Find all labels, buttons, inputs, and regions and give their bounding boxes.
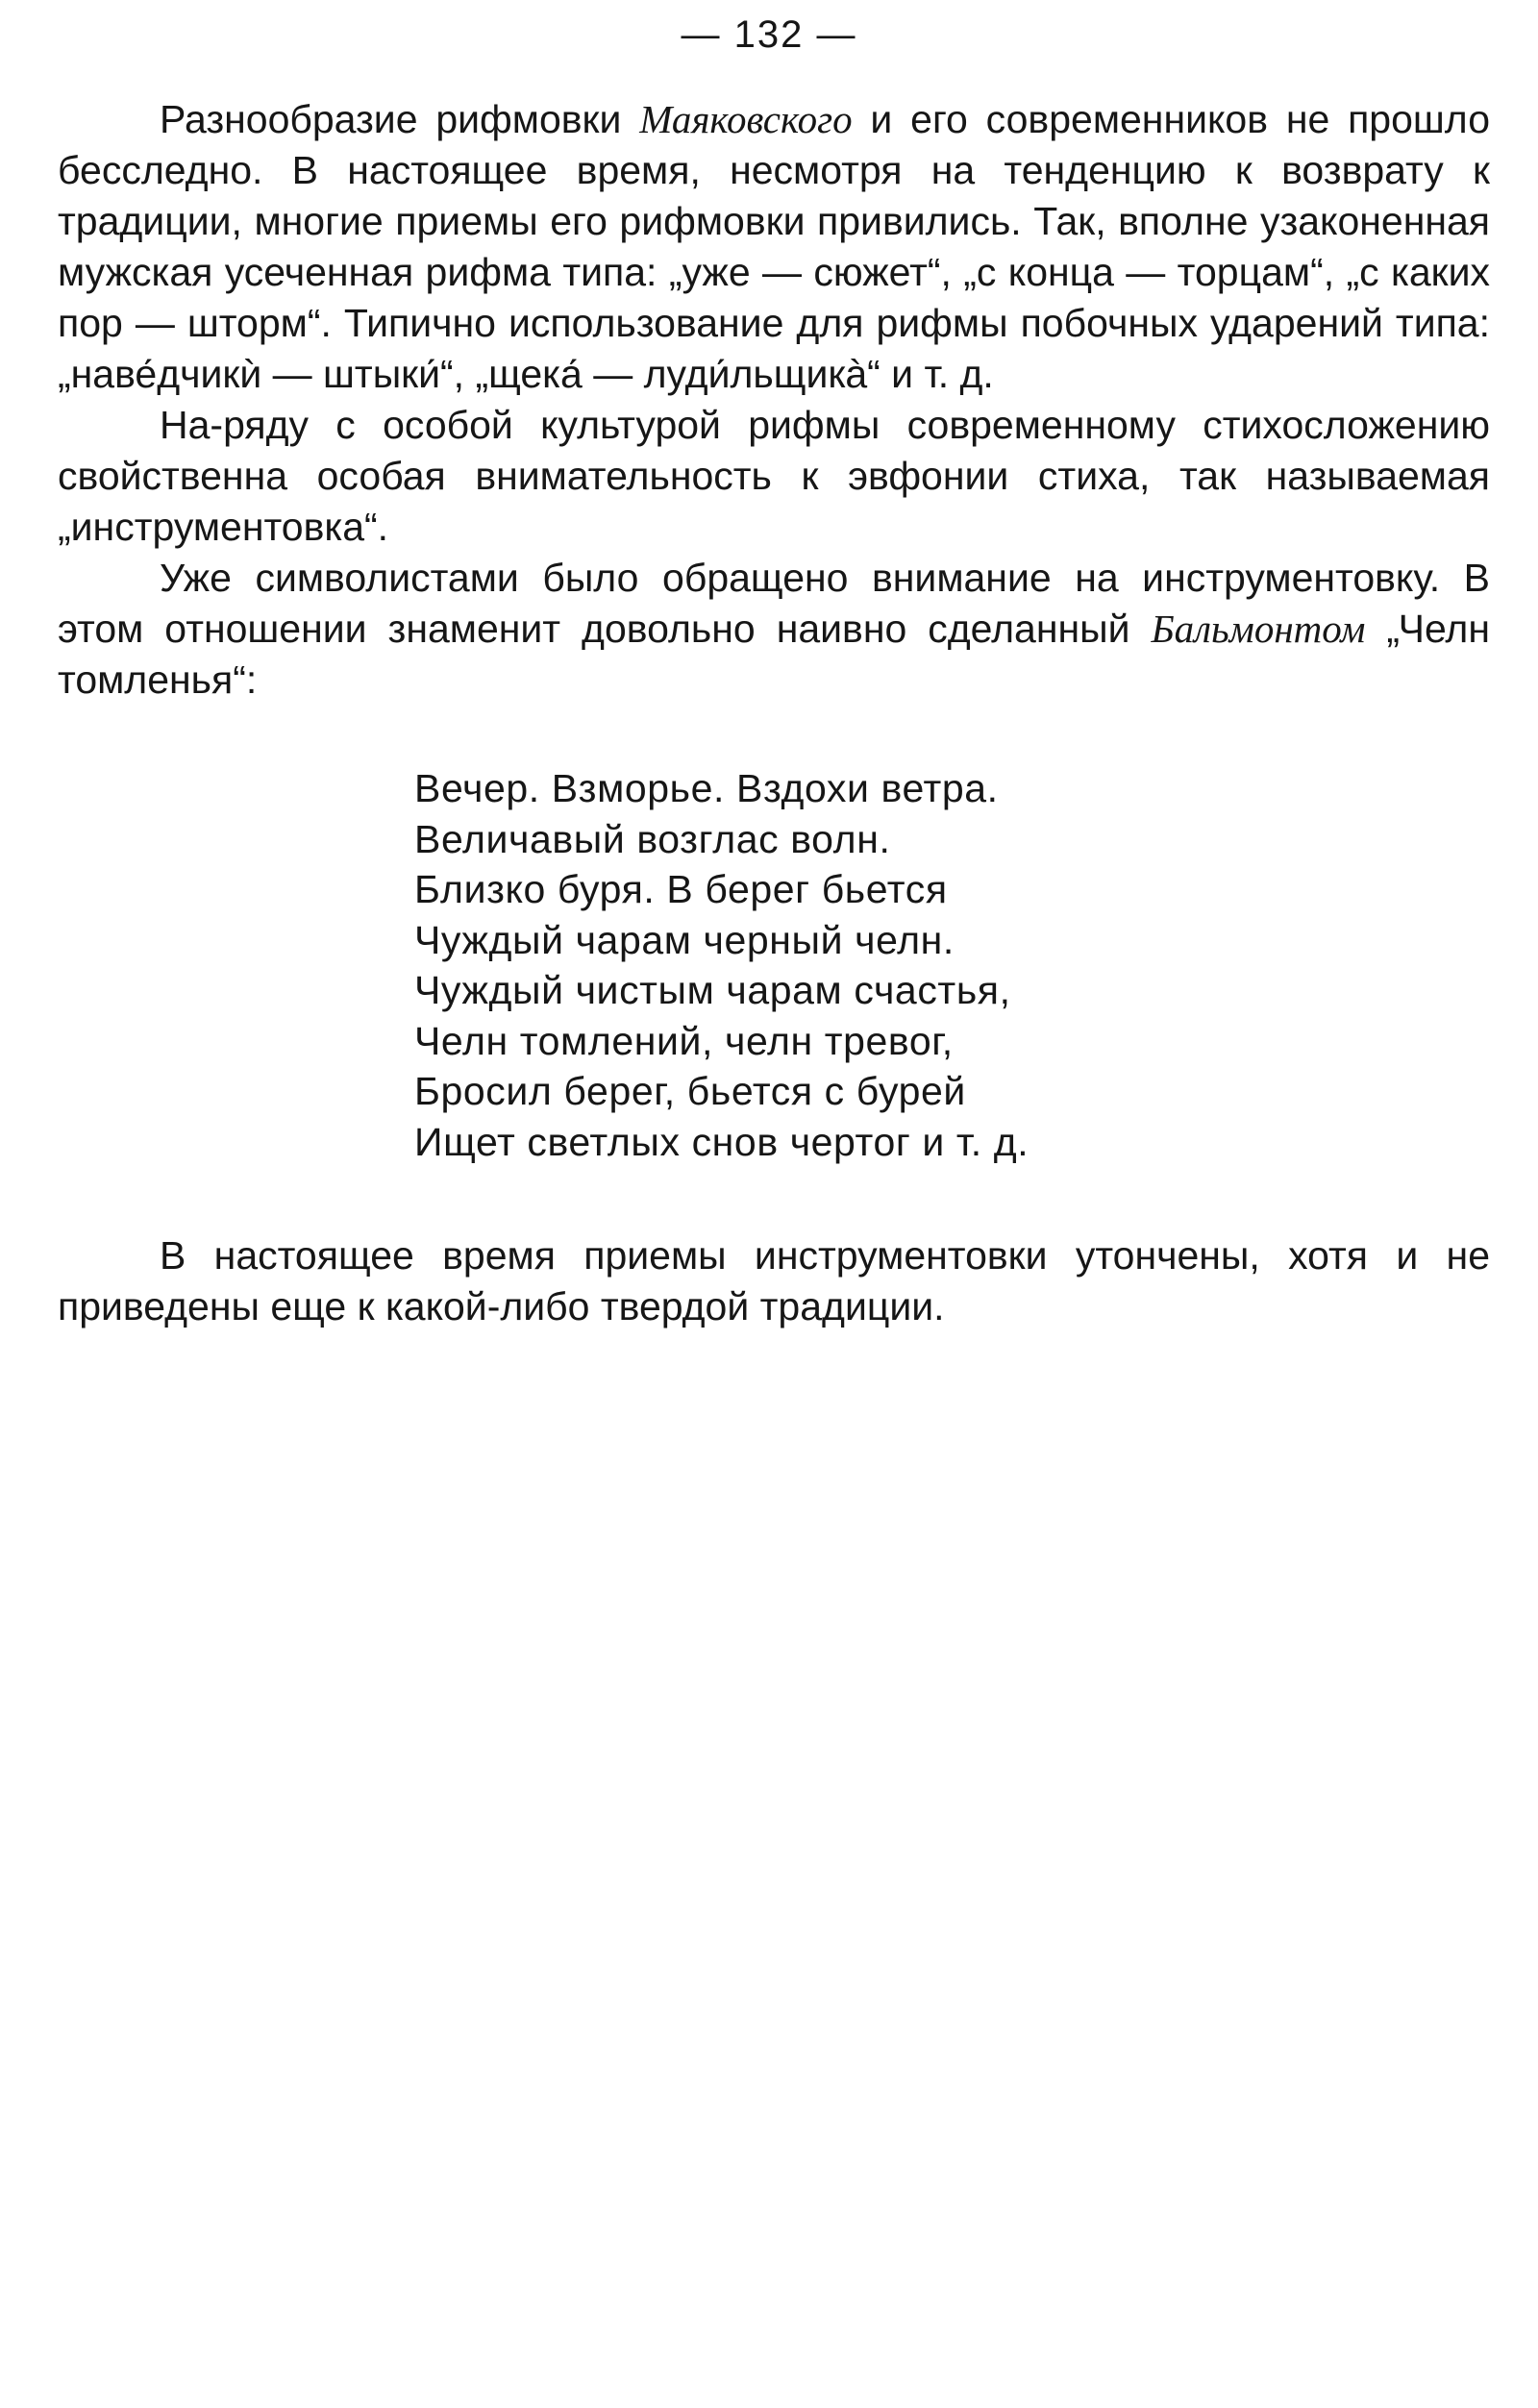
text-run: Разнообразие рифмовки xyxy=(160,97,640,141)
body-text xyxy=(58,94,1490,1332)
poem-line: Бросил берег, бьется с бурей xyxy=(414,1069,966,1113)
text-run: „Челн томленья“: xyxy=(58,607,1490,702)
poem-line: Чуждый чистым чарам счастья, xyxy=(414,968,1011,1012)
page-number: — 132 — xyxy=(681,13,857,56)
poem-line: Чуждый чарам черный челн. xyxy=(414,917,955,962)
italic-author-name: Маяковского xyxy=(639,97,853,141)
poem-line: Челн томлений, челн тревог, xyxy=(414,1018,954,1063)
paragraph-rhyme xyxy=(58,94,1490,400)
poem-line: Вечер. Взморье. Вздохи ветра. xyxy=(414,766,999,810)
paragraph-closing: В настоящее время приемы инструментовки утончены, хотя и не приведены еще к какой-либо твердой традиции. xyxy=(58,1233,1490,1328)
poem-line: Величавый возглас волн. xyxy=(414,816,891,861)
poem-line: Близко буря. В берег бьется xyxy=(414,867,948,911)
paragraph-instrumentation xyxy=(58,553,1490,706)
poem-quote xyxy=(414,763,1490,1167)
text-run: На-ряду с особой культурой рифмы современному стихосложению свойственна особая внимательность к эвфонии стиха, так называемая „инструментовка“. xyxy=(58,403,1490,549)
paragraph-euphony xyxy=(58,400,1490,553)
text-run: Уже символистами было обращено внимание на инструментовку. В этом отношении знаменит довольно наивно сделанный xyxy=(58,556,1490,651)
poem-line: Ищет светлых снов чертог и т. д. xyxy=(414,1119,1029,1164)
italic-author-name: Бальмонтом xyxy=(1151,607,1366,651)
text-run: и его современников не прошло бесследно. В настоящее время, несмотря на тенденцию к возврату к традиции, многие приемы его рифмовки привились. Так, вполне узаконенная мужская усеченная рифма типа: „уже — сюжет“, „с конца — торцам“, „с каких пор — шторм“. Типично использование для рифмы побочных ударений типа: „наве́дчикѝ — штыки́“, „щека́ — луди́льщикà“ и т. д. xyxy=(58,97,1490,396)
